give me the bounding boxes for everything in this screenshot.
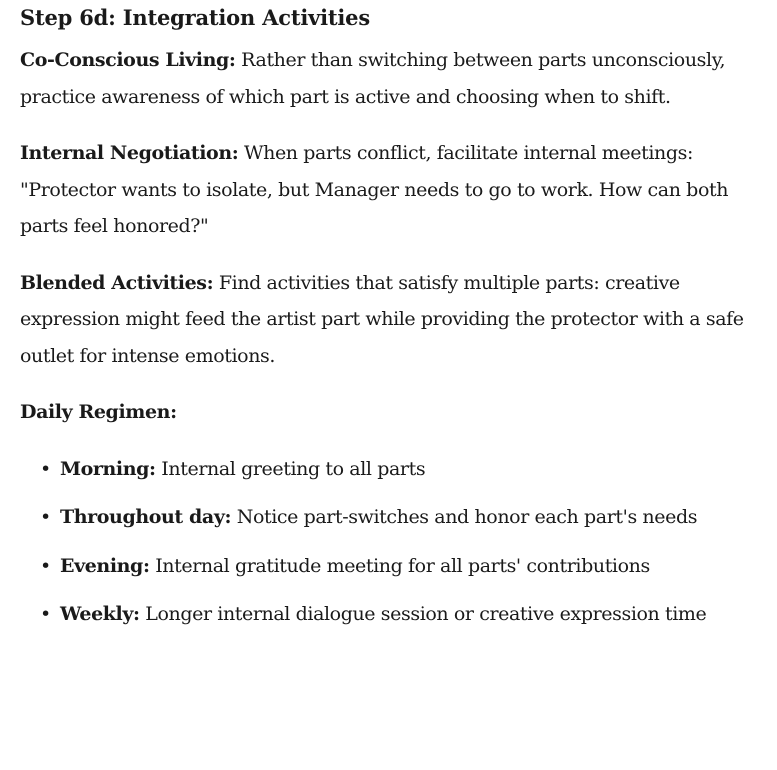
item-label: Morning: xyxy=(60,457,156,480)
section-internal-negotiation xyxy=(20,135,757,245)
section-label: Daily Regimen: xyxy=(20,401,177,423)
list-item xyxy=(40,451,757,488)
bullet-icon: • xyxy=(40,554,51,577)
daily-regimen-list xyxy=(20,451,757,633)
item-label: Evening: xyxy=(60,554,150,577)
bullet-icon: • xyxy=(40,506,51,528)
section-text: When parts conflict, facilitate internal meetings: "Protector wants to isolate, but Manager needs to go to work. How can both parts feel honored?" xyxy=(20,142,729,237)
item-label: Weekly: xyxy=(60,603,140,625)
list-item xyxy=(40,548,757,585)
item-text: Longer internal dialogue session or creative expression time xyxy=(139,603,707,625)
section-label: Co-Conscious Living: xyxy=(20,49,236,71)
item-text: Internal gratitude meeting for all parts' contributions xyxy=(149,554,650,577)
section-text: Rather than switching between parts unconsciously, practice awareness of which part is active and choosing when to shift. xyxy=(20,49,726,108)
bullet-icon: • xyxy=(40,603,51,625)
bullet-icon: • xyxy=(40,457,51,480)
page-title: Step 6d: Integration Activities xyxy=(20,5,370,30)
list-item xyxy=(40,499,757,536)
item-text: Notice part-switches and honor each part's needs xyxy=(231,506,698,528)
section-label: Blended Activities: xyxy=(20,271,214,294)
item-label: Throughout day: xyxy=(60,506,232,528)
item-text: Internal greeting to all parts xyxy=(155,457,426,480)
list-item xyxy=(40,596,757,633)
daily-regimen-heading xyxy=(20,394,757,431)
section-blended-activities xyxy=(20,265,757,375)
section-label: Internal Negotiation: xyxy=(20,142,239,164)
section-text: Find activities that satisfy multiple parts: creative expression might feed the artist part while providing the protector with a safe outlet for intense emotions. xyxy=(20,271,744,367)
section-co-conscious-living xyxy=(20,42,757,115)
